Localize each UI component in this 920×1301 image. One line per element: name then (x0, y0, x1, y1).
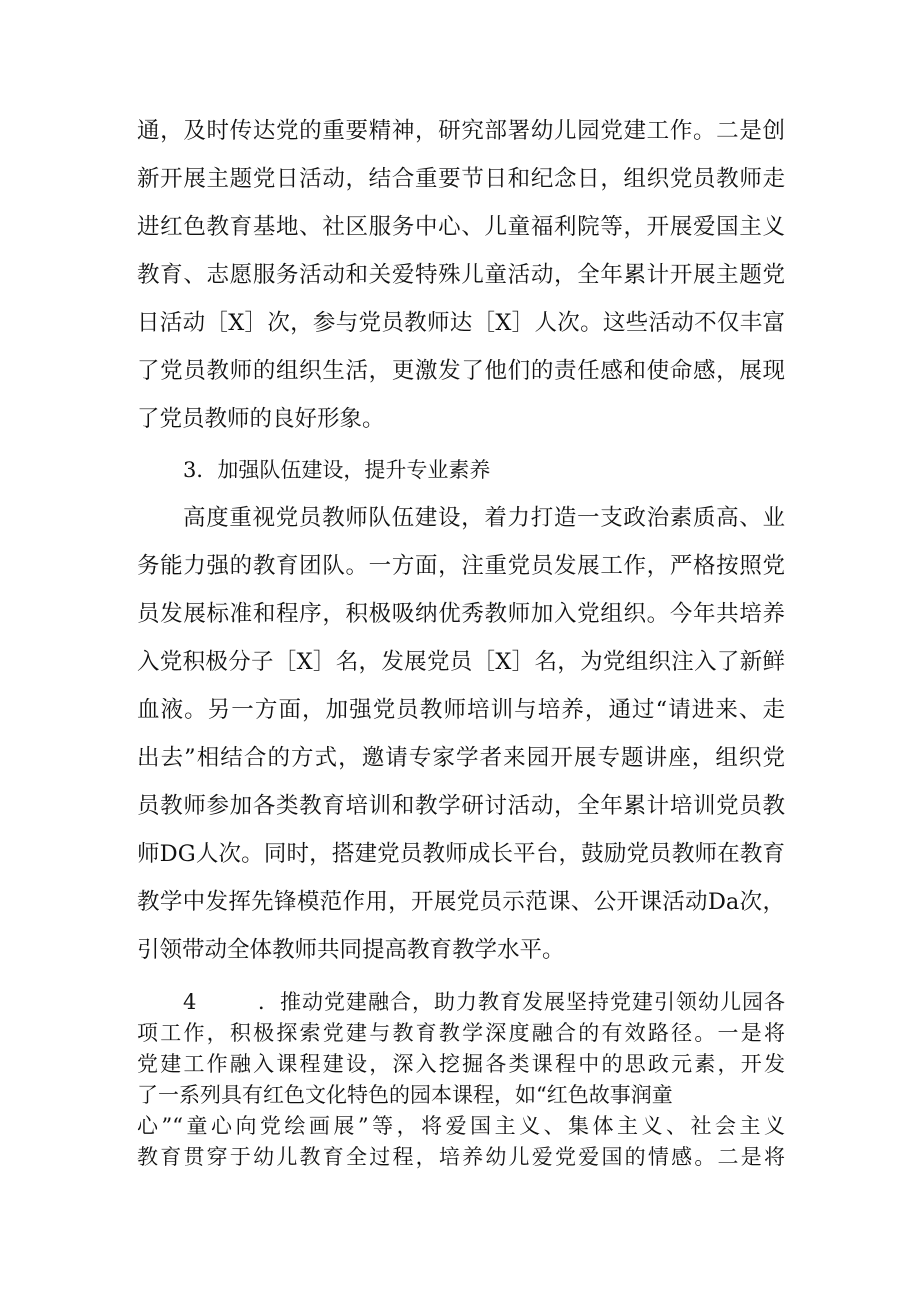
text-line: 血液。另一方面，加强党员教师培训与培养，通过“请进来、走 (137, 697, 785, 723)
text-line: 日活动［X］次，参与党员教师达［X］人次。这些活动不仅丰富 (137, 310, 785, 336)
text-line: 教育贯穿于幼儿教育全过程，培养幼儿爱党爱国的情感。二是将 (137, 1145, 785, 1169)
text-line: 引领带动全体教师共同提高教育教学水平。 (137, 937, 565, 963)
text-line: 教学中发挥先锋模范作用，开展党员示范课、公开课活动Da次， (137, 889, 785, 915)
text-line: 高度重视党员教师队伍建设，着力打造一支政治素质高、业 (183, 505, 785, 531)
text-line: 进红色教育基地、社区服务中心、儿童福利院等，开展爱国主义 (137, 214, 785, 240)
text-line: 了党员教师的组织生活，更激发了他们的责任感和使命感，展现 (137, 358, 785, 384)
text-line: 心”“童心向党绘画展”等，将爱国主义、集体主义、社会主义 (137, 1114, 785, 1138)
text-line: 党建工作融入课程建设，深入挖掘各类课程中的思政元素，开发 (137, 1052, 785, 1076)
text-line: 出去”相结合的方式，邀请专家学者来园开展专题讲座，组织党 (137, 745, 785, 771)
text-line: 新开展主题党日活动，结合重要节日和纪念日，组织党员教师走 (137, 166, 785, 192)
text-line: 了党员教师的良好形象。 (137, 406, 385, 432)
text-line: 入党积极分子［X］名，发展党员［X］名，为党组织注入了新鲜 (137, 649, 785, 675)
section-4-number: 4 (183, 990, 197, 1014)
text-line: 务能力强的教育团队。一方面，注重党员发展工作，严格按照党 (137, 553, 785, 579)
section-4-heading: ．推动党建融合，助力教育发展坚持党建引领幼儿园各 (258, 990, 785, 1014)
text-line: 了一系列具有红色文化特色的园本课程，如“红色故事润童 (137, 1083, 673, 1107)
text-line: 通，及时传达党的重要精神，研究部署幼儿园党建工作。二是创 (137, 118, 785, 144)
text-line: 员发展标准和程序，积极吸纳优秀教师加入党组织。今年共培养 (137, 601, 785, 627)
text-line: 教育、志愿服务活动和关爱特殊儿童活动，全年累计开展主题党 (137, 262, 785, 288)
section-3-heading: 3．加强队伍建设，提升专业素养 (183, 458, 491, 482)
text-line: 项工作，积极探索党建与教育教学深度融合的有效路径。一是将 (137, 1021, 785, 1045)
text-line: 师DG人次。同时，搭建党员教师成长平台，鼓励党员教师在教育 (137, 841, 785, 867)
text-line: 员教师参加各类教育培训和教学研讨活动，全年累计培训党员教 (137, 793, 785, 819)
